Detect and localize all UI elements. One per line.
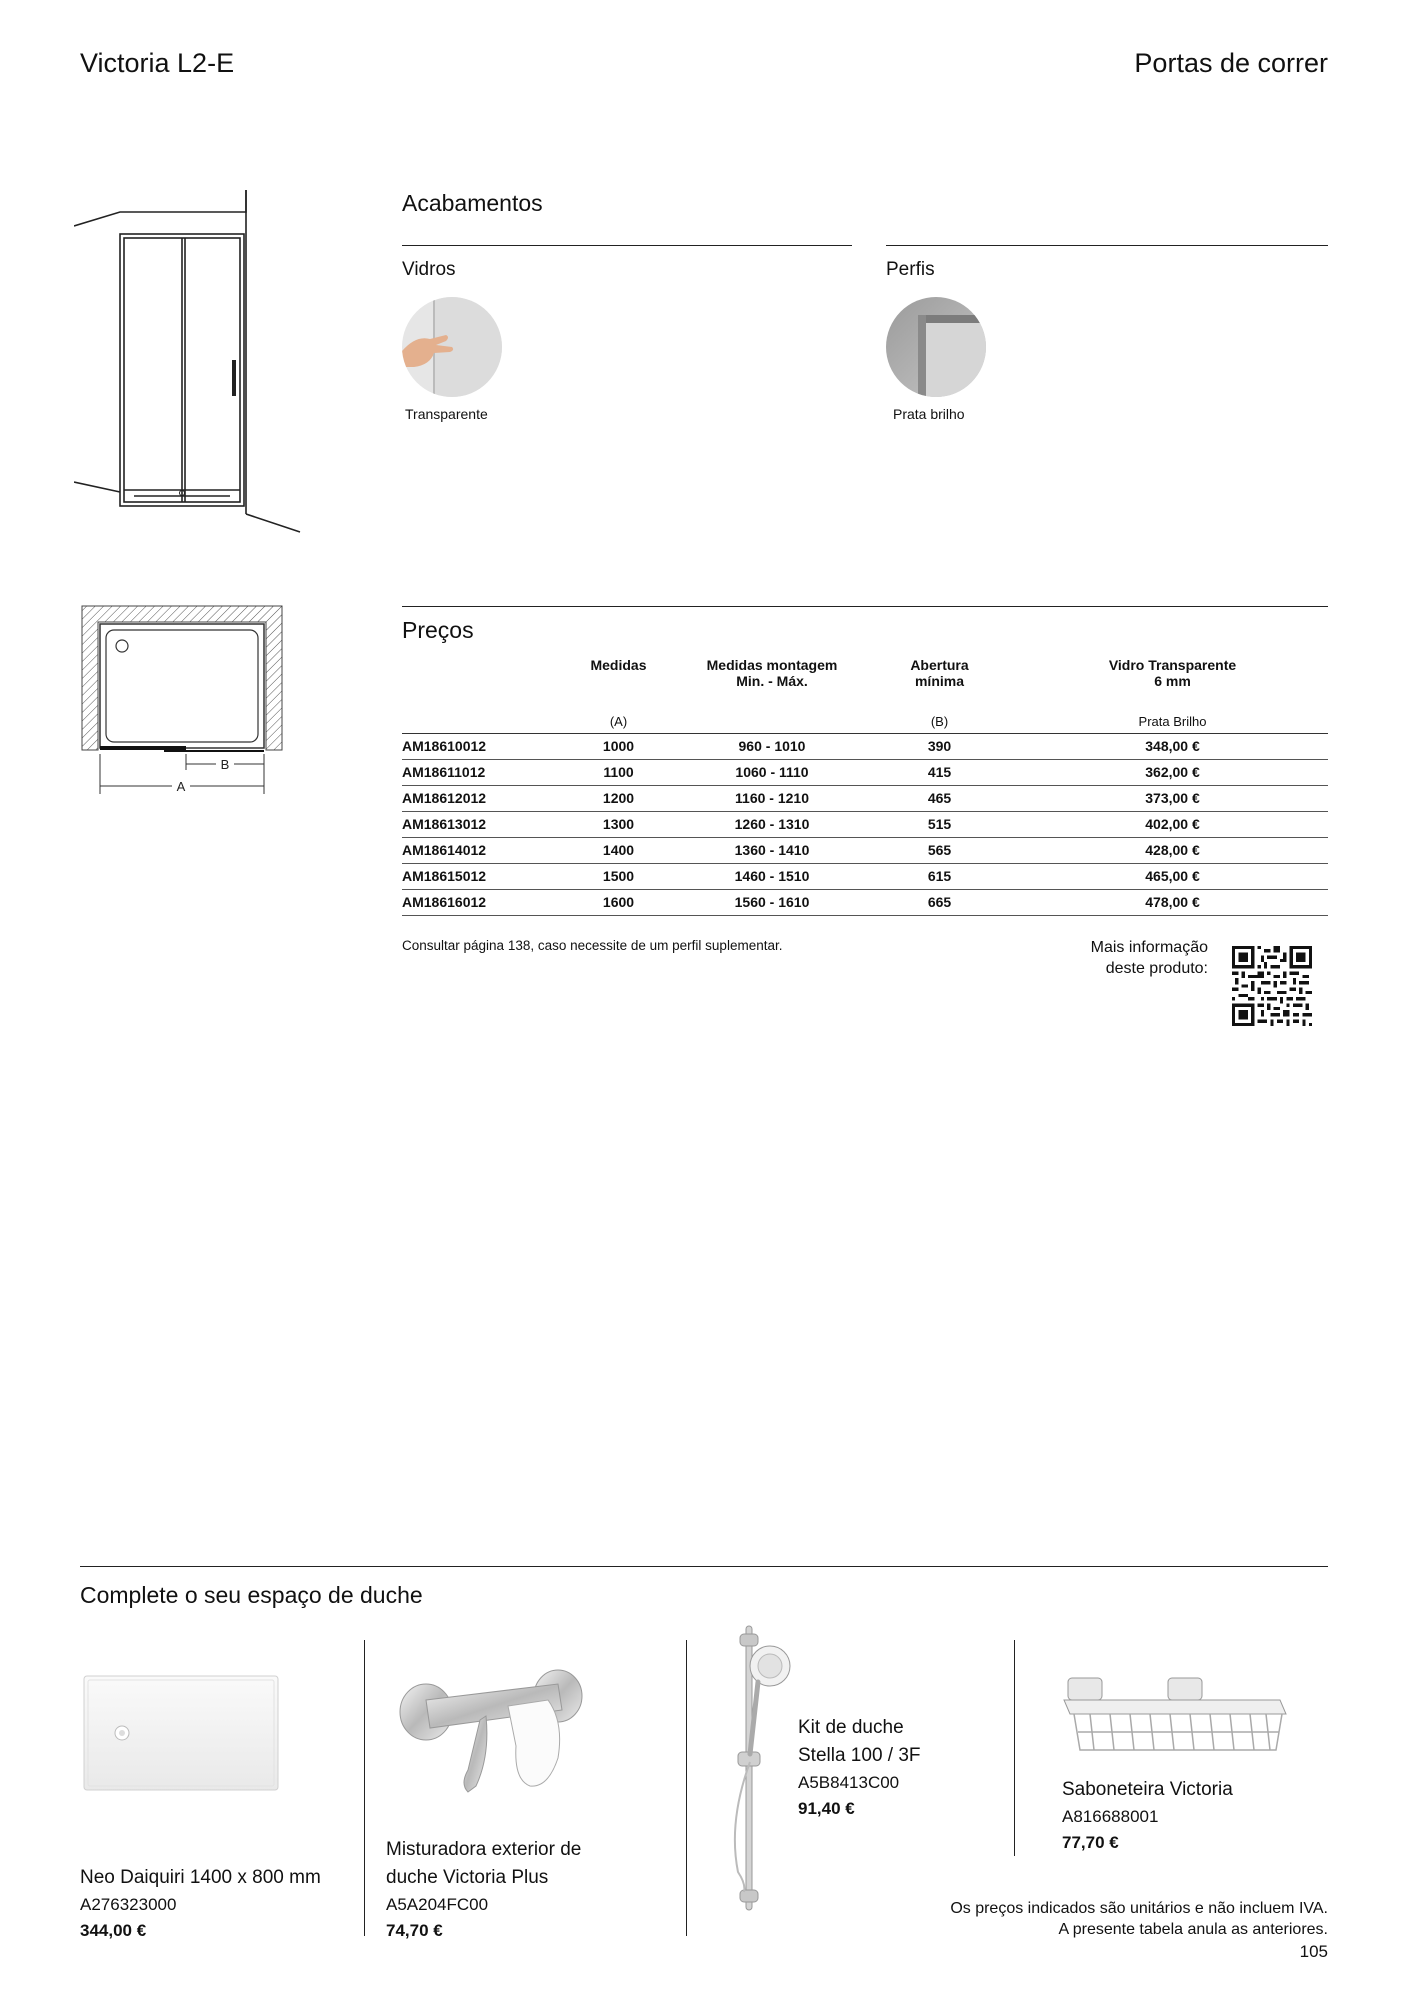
profile-option: Prata brilho [893, 406, 965, 422]
col-glass [1017, 657, 1328, 689]
row-range: 1360 - 1410 [682, 838, 862, 864]
table-row [402, 812, 1328, 838]
prices-table [402, 657, 1328, 916]
soap-basket-image [1060, 1670, 1292, 1770]
col-glass-line1: Vidro Transparente [1108, 657, 1237, 673]
row-size: 1600 [555, 890, 682, 916]
table-row [402, 838, 1328, 864]
product-card-soap-basket [1062, 1776, 1233, 1856]
unit-opening: (B) [862, 689, 1017, 734]
more-info-text [1091, 937, 1208, 979]
row-price: 428,00 € [1017, 838, 1328, 864]
product-name: Neo Daiquiri 1400 x 800 mm [80, 1867, 321, 1888]
shower-tray-image [82, 1672, 282, 1794]
plan-diagram [80, 604, 288, 794]
dimension-b-label: B [220, 757, 230, 772]
row-range: 1260 - 1310 [682, 812, 862, 838]
disclaimer-line2: A presente tabela anula as anteriores. [1058, 1921, 1328, 1938]
row-code: AM18611012 [402, 760, 555, 786]
product-name: Saboneteira Victoria [1062, 1779, 1233, 1800]
product-name-line1: Misturadora exterior de [386, 1839, 582, 1860]
table-row [402, 760, 1328, 786]
product-title: Victoria L2-E [80, 48, 235, 78]
row-range: 1060 - 1110 [682, 760, 862, 786]
col-opening [862, 657, 1017, 689]
transparent-glass-swatch [400, 295, 504, 399]
table-header-row [402, 657, 1328, 689]
unit-sizes: (A) [555, 689, 682, 734]
col-mount-line2: Min. - Máx. [736, 673, 808, 689]
complete-title: Complete o seu espaço de duche [80, 1582, 423, 1608]
product-name-line1: Kit de duche [798, 1717, 904, 1738]
table-units-row [402, 689, 1328, 734]
row-size: 1400 [555, 838, 682, 864]
shower-door-drawing [74, 190, 306, 540]
row-opening: 665 [862, 890, 1017, 916]
product-price: 91,40 € [798, 1799, 855, 1818]
row-size: 1200 [555, 786, 682, 812]
product-code: A276323000 [80, 1895, 177, 1914]
product-name-line2: Stella 100 / 3F [798, 1745, 921, 1766]
col-mount-line1: Medidas montagem [706, 657, 838, 673]
more-info-line2: deste produto: [1105, 960, 1208, 977]
row-price: 478,00 € [1017, 890, 1328, 916]
row-range: 960 - 1010 [682, 734, 862, 760]
row-opening: 390 [862, 734, 1017, 760]
row-price: 362,00 € [1017, 760, 1328, 786]
row-price: 348,00 € [1017, 734, 1328, 760]
row-size: 1300 [555, 812, 682, 838]
disclaimer-line1: Os preços indicados são unitários e não incluem IVA. [950, 1900, 1328, 1917]
row-price: 402,00 € [1017, 812, 1328, 838]
row-range: 1460 - 1510 [682, 864, 862, 890]
qr-code[interactable] [1232, 946, 1312, 1026]
profile-label: Perfis [886, 259, 935, 280]
row-opening: 465 [862, 786, 1017, 812]
row-code: AM18610012 [402, 734, 555, 760]
row-code: AM18614012 [402, 838, 555, 864]
col-opening-line1: Abertura [910, 657, 969, 673]
glass-option: Transparente [405, 406, 488, 422]
product-card-shower-kit [798, 1714, 921, 1822]
product-code: A5A204FC00 [386, 1895, 489, 1914]
row-range: 1560 - 1610 [682, 890, 862, 916]
row-code: AM18613012 [402, 812, 555, 838]
silver-profile-swatch [884, 295, 988, 399]
col-opening-line2: mínima [914, 673, 964, 689]
row-range: 1160 - 1210 [682, 786, 862, 812]
row-opening: 615 [862, 864, 1017, 890]
table-row [402, 786, 1328, 812]
mixer-image [398, 1666, 598, 1816]
table-row [402, 864, 1328, 890]
more-info-line1: Mais informação [1090, 939, 1208, 956]
row-code: AM18612012 [402, 786, 555, 812]
row-price: 465,00 € [1017, 864, 1328, 890]
glass-label: Vidros [402, 259, 456, 280]
finishes-title: Acabamentos [402, 190, 543, 216]
unit-finish: Prata Brilho [1017, 689, 1328, 734]
price-disclaimer [950, 1898, 1328, 1940]
row-opening: 565 [862, 838, 1017, 864]
row-price: 373,00 € [1017, 786, 1328, 812]
product-price: 74,70 € [386, 1921, 443, 1940]
col-mount [682, 657, 862, 689]
supplementary-profile-note: Consultar página 138, caso necessite de um perfil suplementar. [402, 938, 783, 953]
row-code: AM18616012 [402, 890, 555, 916]
shower-kit-image [724, 1622, 794, 1914]
product-name-line2: duche Victoria Plus [386, 1867, 549, 1888]
product-code: A5B8413C00 [798, 1773, 900, 1792]
table-row [402, 890, 1328, 916]
dimension-a-label: A [176, 779, 186, 794]
col-glass-line2: 6 mm [1154, 673, 1191, 689]
product-card-tray [80, 1864, 321, 1944]
row-opening: 515 [862, 812, 1017, 838]
category-title: Portas de correr [1134, 48, 1328, 78]
col-sizes: Medidas [590, 657, 647, 673]
row-size: 1100 [555, 760, 682, 786]
prices-title: Preços [402, 617, 474, 643]
product-price: 77,70 € [1062, 1833, 1119, 1852]
row-code: AM18615012 [402, 864, 555, 890]
product-code: A816688001 [1062, 1807, 1159, 1826]
page-number: 105 [1299, 1942, 1328, 1961]
row-size: 1500 [555, 864, 682, 890]
product-card-mixer [386, 1836, 581, 1944]
row-size: 1000 [555, 734, 682, 760]
table-row [402, 734, 1328, 760]
row-opening: 415 [862, 760, 1017, 786]
product-price: 344,00 € [80, 1921, 147, 1940]
